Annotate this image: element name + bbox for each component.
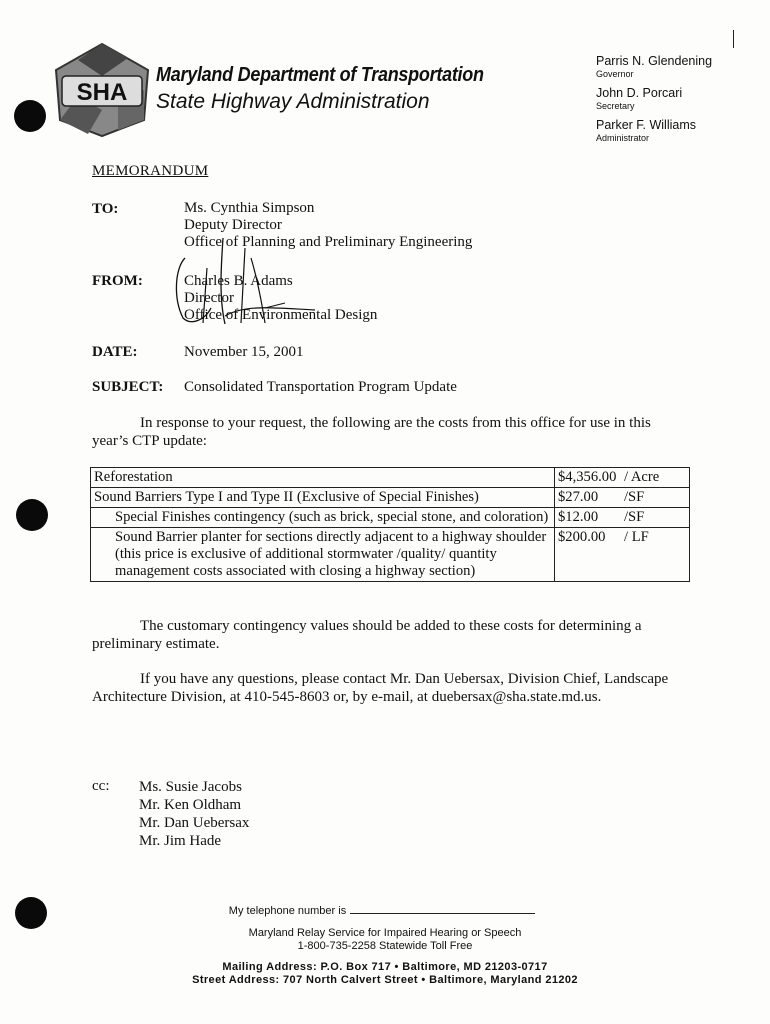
price-unit: /SF — [624, 509, 645, 525]
item-cell: Reforestation — [91, 468, 555, 488]
logo-text: SHA — [76, 79, 128, 106]
price-unit: / LF — [624, 529, 649, 545]
street-address: Street Address: 707 North Calvert Street • Baltimore, Maryland 21202 — [192, 974, 578, 986]
intro-paragraph — [92, 414, 682, 450]
table-row — [91, 468, 690, 488]
cc-name: Mr. Dan Uebersax — [139, 815, 250, 831]
subject-value: Consolidated Transportation Program Update — [184, 379, 457, 395]
date-label: DATE: — [92, 344, 138, 360]
price-value: $27.00 — [558, 489, 599, 505]
subject-label: SUBJECT: — [92, 379, 164, 395]
telephone-label: My telephone number is — [228, 905, 347, 917]
cost-table — [90, 467, 690, 582]
from-label: FROM: — [92, 273, 143, 289]
price-value: $12.00 — [558, 509, 599, 525]
official-title: Administrator — [596, 133, 650, 143]
date-value: November 15, 2001 — [184, 344, 304, 360]
cc-label: cc: — [92, 778, 110, 794]
sha-logo — [48, 40, 156, 140]
to-line: Deputy Director — [184, 217, 282, 233]
cc-name: Mr. Jim Hade — [139, 833, 222, 849]
contact-paragraph — [92, 670, 682, 706]
from-line: Director — [184, 290, 234, 306]
price-value: $4,356.00 — [558, 469, 617, 485]
official-administrator — [596, 118, 766, 144]
official-governor — [596, 54, 766, 80]
telephone-blank — [350, 904, 535, 914]
to-line: Ms. Cynthia Simpson — [184, 200, 315, 216]
contact-text: If you have any questions, please contact Mr. Dan Uebersax, Division Chief, Landscape Architecture Division, at 410-545-8603 or, by e-mail, at duebersax@sha.state.md.us. — [92, 671, 669, 705]
contingency-paragraph — [92, 617, 682, 653]
punch-hole-middle — [16, 499, 48, 531]
cc-list — [139, 778, 249, 850]
official-title: Secretary — [596, 101, 635, 111]
price-unit: /SF — [624, 489, 645, 505]
cc-name: Mr. Ken Oldham — [139, 797, 242, 813]
telephone-line — [0, 904, 767, 917]
contingency-text: The customary contingency values should be added to these costs for determining a preliminary estimate. — [92, 618, 642, 652]
officials-block — [596, 54, 766, 150]
memo-title: MEMORANDUM — [92, 163, 209, 179]
item-cell: Special Finishes contingency (such as brick, special stone, and coloration) — [91, 508, 555, 528]
official-title: Governor — [596, 69, 634, 79]
to-line: Office of Planning and Preliminary Engineering — [184, 234, 473, 250]
department-name: Maryland Department of Transportation — [156, 64, 484, 86]
official-secretary — [596, 86, 766, 112]
item-cell: Sound Barrier planter for sections directly adjacent to a highway shoulder (this price is exclusive of additional stormwater /quality/ quantity management costs associated with closing a highway section) — [91, 528, 555, 582]
stray-mark — [733, 30, 734, 48]
official-name: John D. Porcari — [596, 86, 683, 100]
price-cell — [555, 528, 690, 582]
table-row — [91, 528, 690, 582]
intro-text: In response to your request, the following are the costs from this office for use in this year’s CTP update: — [92, 415, 651, 449]
official-name: Parris N. Glendening — [596, 54, 713, 68]
price-cell — [555, 508, 690, 528]
from-line: Office of Environmental Design — [184, 307, 378, 323]
price-cell — [555, 488, 690, 508]
table-row — [91, 488, 690, 508]
official-name: Parker F. Williams — [596, 118, 697, 132]
price-unit: / Acre — [624, 469, 660, 485]
table-row — [91, 508, 690, 528]
item-cell: Sound Barriers Type I and Type II (Exclusive of Special Finishes) — [91, 488, 555, 508]
to-label: TO: — [92, 201, 119, 217]
relay-line-1: Maryland Relay Service for Impaired Hearing or Speech — [248, 927, 522, 939]
mailing-address: Mailing Address: P.O. Box 717 • Baltimore, MD 21203-0717 — [222, 961, 548, 973]
relay-line-2: 1-800-735-2258 Statewide Toll Free — [297, 940, 473, 952]
handwritten-signature — [165, 228, 365, 328]
from-line: Charles B. Adams — [184, 273, 293, 289]
price-cell — [555, 468, 690, 488]
cc-name: Ms. Susie Jacobs — [139, 779, 242, 795]
punch-hole-top — [14, 100, 46, 132]
agency-name: State Highway Administration — [156, 90, 430, 113]
price-value: $200.00 — [558, 529, 606, 545]
